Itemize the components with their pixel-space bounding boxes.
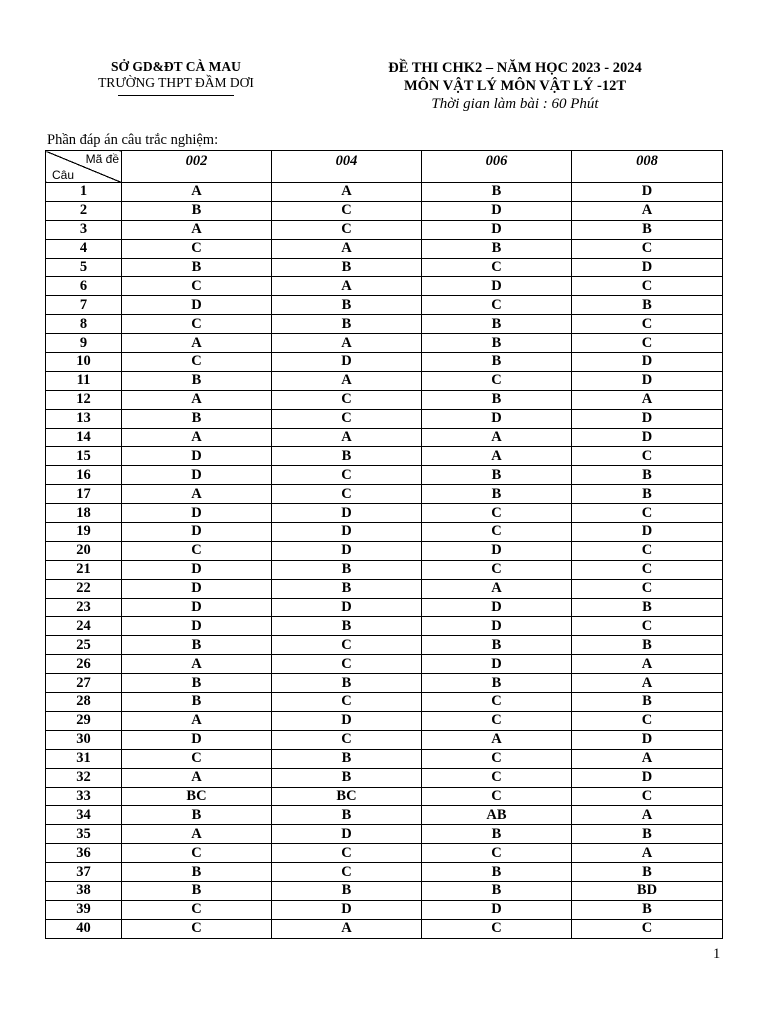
answer-cell: A — [272, 919, 422, 938]
question-number-cell: 27 — [46, 674, 122, 693]
answer-cell: B — [572, 863, 723, 882]
answer-cell: C — [572, 541, 723, 560]
answer-cell: C — [122, 900, 272, 919]
answer-cell: C — [272, 693, 422, 712]
answer-cell: C — [272, 220, 422, 239]
school-name: TRƯỜNG THPT ĐẦM DƠI — [98, 75, 254, 90]
header-right — [360, 59, 670, 114]
question-number-cell: 6 — [46, 277, 122, 296]
table-row — [46, 334, 723, 353]
answer-cell: A — [572, 674, 723, 693]
answer-cell: D — [272, 900, 422, 919]
table-row — [46, 315, 723, 334]
answer-cell: D — [122, 560, 272, 579]
answer-cell: B — [122, 636, 272, 655]
table-row — [46, 655, 723, 674]
question-number-cell: 2 — [46, 201, 122, 220]
exam-title: ĐỀ THI CHK2 – NĂM HỌC 2023 - 2024 — [388, 60, 642, 76]
answer-cell: BD — [572, 881, 723, 900]
answer-cell: B — [272, 296, 422, 315]
table-row — [46, 296, 723, 315]
answer-cell: D — [422, 598, 572, 617]
table-row — [46, 220, 723, 239]
table-row — [46, 371, 723, 390]
answer-cell: D — [122, 617, 272, 636]
answer-cell: C — [422, 787, 572, 806]
answer-cell: C — [122, 239, 272, 258]
answer-cell: C — [272, 485, 422, 504]
answer-cell: B — [422, 239, 572, 258]
table-row — [46, 504, 723, 523]
question-number-cell: 31 — [46, 749, 122, 768]
answer-cell: C — [272, 655, 422, 674]
question-number-cell: 28 — [46, 693, 122, 712]
question-number-cell: 25 — [46, 636, 122, 655]
table-row — [46, 447, 723, 466]
table-row — [46, 749, 723, 768]
answer-cell: D — [572, 353, 723, 372]
answer-cell: B — [122, 371, 272, 390]
answer-cell: C — [272, 730, 422, 749]
answer-cell: B — [572, 296, 723, 315]
section-label: Phần đáp án câu trắc nghiệm: — [47, 132, 219, 148]
answer-cell: A — [572, 844, 723, 863]
question-number-cell: 20 — [46, 541, 122, 560]
question-number-cell: 29 — [46, 711, 122, 730]
answer-cell: A — [272, 371, 422, 390]
answer-cell: C — [422, 371, 572, 390]
answer-cell: D — [122, 447, 272, 466]
question-number-cell: 12 — [46, 390, 122, 409]
table-row — [46, 730, 723, 749]
answer-cell: A — [272, 239, 422, 258]
answer-cell: C — [572, 239, 723, 258]
answer-cell: C — [422, 523, 572, 542]
table-row — [46, 541, 723, 560]
question-number-cell: 18 — [46, 504, 122, 523]
answer-cell: B — [122, 693, 272, 712]
answer-cell: B — [272, 579, 422, 598]
answer-cell: D — [272, 523, 422, 542]
answer-cell: B — [572, 636, 723, 655]
table-header-row — [46, 151, 723, 183]
table-row — [46, 806, 723, 825]
answer-cell: C — [422, 919, 572, 938]
table-row — [46, 579, 723, 598]
question-number-cell: 34 — [46, 806, 122, 825]
header-left — [76, 59, 276, 96]
answer-cell: B — [122, 409, 272, 428]
answer-cell: C — [422, 844, 572, 863]
answer-cell: A — [122, 768, 272, 787]
answer-cell: B — [572, 466, 723, 485]
table-row — [46, 900, 723, 919]
answer-cell: C — [422, 296, 572, 315]
table-row — [46, 277, 723, 296]
table-row — [46, 428, 723, 447]
answer-cell: D — [122, 730, 272, 749]
answer-cell: D — [572, 523, 723, 542]
answer-cell: D — [422, 201, 572, 220]
answer-cell: C — [272, 466, 422, 485]
department-name: SỞ GD&ĐT CÀ MAU — [111, 59, 241, 74]
answer-cell: D — [422, 541, 572, 560]
table-row — [46, 258, 723, 277]
table-row — [46, 598, 723, 617]
answer-cell: C — [572, 579, 723, 598]
answer-cell: B — [122, 674, 272, 693]
answer-cell: B — [272, 560, 422, 579]
answer-cell: B — [272, 674, 422, 693]
answer-cell: C — [572, 315, 723, 334]
answer-cell: B — [572, 598, 723, 617]
table-row — [46, 353, 723, 372]
table-row — [46, 881, 723, 900]
answer-cell: B — [422, 825, 572, 844]
answer-cell: C — [122, 919, 272, 938]
question-number-cell: 38 — [46, 881, 122, 900]
table-row — [46, 768, 723, 787]
answer-cell: D — [572, 409, 723, 428]
table-row — [46, 674, 723, 693]
answer-cell: A — [122, 334, 272, 353]
question-number-cell: 22 — [46, 579, 122, 598]
corner-header-cell — [46, 151, 122, 183]
answer-cell: D — [422, 900, 572, 919]
answer-cell: C — [572, 560, 723, 579]
answer-cell: B — [422, 863, 572, 882]
answer-cell: C — [122, 277, 272, 296]
question-number-cell: 24 — [46, 617, 122, 636]
answer-cell: D — [572, 730, 723, 749]
answer-cell: A — [422, 579, 572, 598]
answer-cell: A — [572, 749, 723, 768]
answer-cell: A — [272, 334, 422, 353]
answer-cell: D — [272, 825, 422, 844]
answer-cell: D — [422, 655, 572, 674]
answer-cell: C — [572, 919, 723, 938]
answer-cell: D — [572, 183, 723, 202]
question-number-cell: 40 — [46, 919, 122, 938]
answer-cell: D — [422, 277, 572, 296]
table-row — [46, 183, 723, 202]
answer-key-table — [45, 150, 723, 939]
answer-cell: C — [122, 315, 272, 334]
answer-cell: D — [272, 541, 422, 560]
question-number-cell: 13 — [46, 409, 122, 428]
answer-cell: B — [422, 466, 572, 485]
question-number-cell: 17 — [46, 485, 122, 504]
table-row — [46, 617, 723, 636]
answer-cell: C — [422, 749, 572, 768]
answer-cell: B — [122, 201, 272, 220]
answer-cell: BC — [272, 787, 422, 806]
table-row — [46, 825, 723, 844]
question-number-cell: 14 — [46, 428, 122, 447]
answer-cell: B — [272, 447, 422, 466]
question-number-cell: 23 — [46, 598, 122, 617]
answer-cell: C — [572, 277, 723, 296]
answer-cell: D — [122, 296, 272, 315]
answer-cell: C — [422, 768, 572, 787]
answer-cell: C — [572, 711, 723, 730]
question-label: Câu — [52, 168, 75, 182]
exam-code-header: 004 — [272, 151, 422, 183]
answer-cell: C — [272, 863, 422, 882]
answer-cell: B — [422, 485, 572, 504]
table-row — [46, 560, 723, 579]
answer-cell: B — [272, 768, 422, 787]
answer-cell: D — [422, 220, 572, 239]
answer-cell: C — [122, 749, 272, 768]
answer-cell: B — [272, 258, 422, 277]
answer-cell: D — [422, 617, 572, 636]
answer-cell: A — [122, 485, 272, 504]
answer-cell: B — [422, 334, 572, 353]
answer-cell: C — [572, 447, 723, 466]
answer-cell: B — [272, 806, 422, 825]
answer-cell: B — [572, 485, 723, 504]
question-number-cell: 11 — [46, 371, 122, 390]
exam-code-header: 006 — [422, 151, 572, 183]
answer-cell: B — [422, 183, 572, 202]
answer-cell: A — [572, 390, 723, 409]
question-number-cell: 3 — [46, 220, 122, 239]
answer-cell: C — [122, 844, 272, 863]
question-number-cell: 9 — [46, 334, 122, 353]
answer-cell: A — [122, 390, 272, 409]
table-row — [46, 844, 723, 863]
answer-cell: B — [572, 825, 723, 844]
question-number-cell: 30 — [46, 730, 122, 749]
table-row — [46, 466, 723, 485]
question-number-cell: 1 — [46, 183, 122, 202]
exam-code-header: 002 — [122, 151, 272, 183]
answer-cell: D — [422, 409, 572, 428]
table-row — [46, 787, 723, 806]
answer-cell: B — [422, 674, 572, 693]
answer-cell: C — [572, 787, 723, 806]
answer-cell: A — [272, 428, 422, 447]
answer-cell: B — [422, 390, 572, 409]
answer-cell: C — [272, 201, 422, 220]
table-row — [46, 201, 723, 220]
answer-cell: D — [272, 598, 422, 617]
answer-cell: C — [572, 334, 723, 353]
answer-cell: C — [422, 693, 572, 712]
question-number-cell: 33 — [46, 787, 122, 806]
answer-cell: A — [572, 201, 723, 220]
answer-cell: B — [422, 353, 572, 372]
question-number-cell: 8 — [46, 315, 122, 334]
answer-cell: D — [572, 768, 723, 787]
question-number-cell: 5 — [46, 258, 122, 277]
answer-cell: A — [272, 183, 422, 202]
answer-cell: D — [272, 504, 422, 523]
answer-cell: A — [122, 428, 272, 447]
answer-cell: B — [572, 693, 723, 712]
question-number-cell: 4 — [46, 239, 122, 258]
answer-cell: D — [572, 371, 723, 390]
answer-cell: D — [572, 428, 723, 447]
table-row — [46, 693, 723, 712]
answer-cell: C — [272, 844, 422, 863]
answer-table-body — [46, 183, 723, 939]
question-number-cell: 32 — [46, 768, 122, 787]
table-row — [46, 863, 723, 882]
question-number-cell: 39 — [46, 900, 122, 919]
table-row — [46, 409, 723, 428]
answer-cell: B — [122, 863, 272, 882]
answer-cell: B — [572, 220, 723, 239]
question-number-cell: 7 — [46, 296, 122, 315]
answer-cell: B — [422, 315, 572, 334]
answer-cell: BC — [122, 787, 272, 806]
answer-cell: A — [122, 183, 272, 202]
answer-cell: B — [272, 315, 422, 334]
answer-cell: D — [272, 353, 422, 372]
header-underline — [118, 95, 234, 96]
answer-cell: C — [122, 541, 272, 560]
question-number-cell: 10 — [46, 353, 122, 372]
table-row — [46, 711, 723, 730]
answer-cell: C — [422, 258, 572, 277]
answer-cell: B — [422, 636, 572, 655]
answer-cell: B — [122, 881, 272, 900]
answer-cell: A — [122, 220, 272, 239]
question-number-cell: 37 — [46, 863, 122, 882]
question-number-cell: 16 — [46, 466, 122, 485]
answer-cell: A — [122, 655, 272, 674]
table-row — [46, 636, 723, 655]
table-row — [46, 390, 723, 409]
question-number-cell: 35 — [46, 825, 122, 844]
answer-cell: D — [122, 579, 272, 598]
question-number-cell: 15 — [46, 447, 122, 466]
question-number-cell: 36 — [46, 844, 122, 863]
question-number-cell: 26 — [46, 655, 122, 674]
answer-cell: C — [422, 504, 572, 523]
answer-cell: A — [422, 447, 572, 466]
question-number-cell: 19 — [46, 523, 122, 542]
answer-cell: D — [272, 711, 422, 730]
answer-cell: C — [422, 560, 572, 579]
answer-cell: AB — [422, 806, 572, 825]
answer-cell: B — [572, 900, 723, 919]
answer-cell: D — [572, 258, 723, 277]
answer-cell: A — [272, 277, 422, 296]
answer-cell: C — [272, 409, 422, 428]
answer-cell: D — [122, 523, 272, 542]
exam-code-label: Mã đề — [85, 152, 119, 166]
exam-time: Thời gian làm bài : 60 Phút — [431, 96, 599, 112]
answer-cell: A — [422, 428, 572, 447]
answer-cell: A — [422, 730, 572, 749]
question-number-cell: 21 — [46, 560, 122, 579]
table-row — [46, 239, 723, 258]
answer-cell: B — [122, 258, 272, 277]
answer-cell: A — [122, 711, 272, 730]
answer-cell: B — [272, 749, 422, 768]
answer-cell: D — [122, 598, 272, 617]
answer-cell: B — [272, 617, 422, 636]
answer-cell: A — [122, 825, 272, 844]
answer-cell: C — [272, 636, 422, 655]
answer-cell: C — [272, 390, 422, 409]
exam-code-header: 008 — [572, 151, 723, 183]
answer-cell: B — [122, 806, 272, 825]
page-number: 1 — [713, 946, 721, 962]
answer-cell: B — [422, 881, 572, 900]
answer-cell: A — [572, 806, 723, 825]
answer-cell: D — [122, 466, 272, 485]
answer-cell: C — [422, 711, 572, 730]
table-row — [46, 485, 723, 504]
answer-cell: B — [272, 881, 422, 900]
answer-cell: C — [572, 617, 723, 636]
exam-subject: MÔN VẬT LÝ MÔN VẬT LÝ -12T — [403, 78, 627, 94]
table-row — [46, 919, 723, 938]
answer-cell: C — [122, 353, 272, 372]
answer-cell: D — [122, 504, 272, 523]
answer-cell: C — [572, 504, 723, 523]
answer-cell: A — [572, 655, 723, 674]
table-row — [46, 523, 723, 542]
